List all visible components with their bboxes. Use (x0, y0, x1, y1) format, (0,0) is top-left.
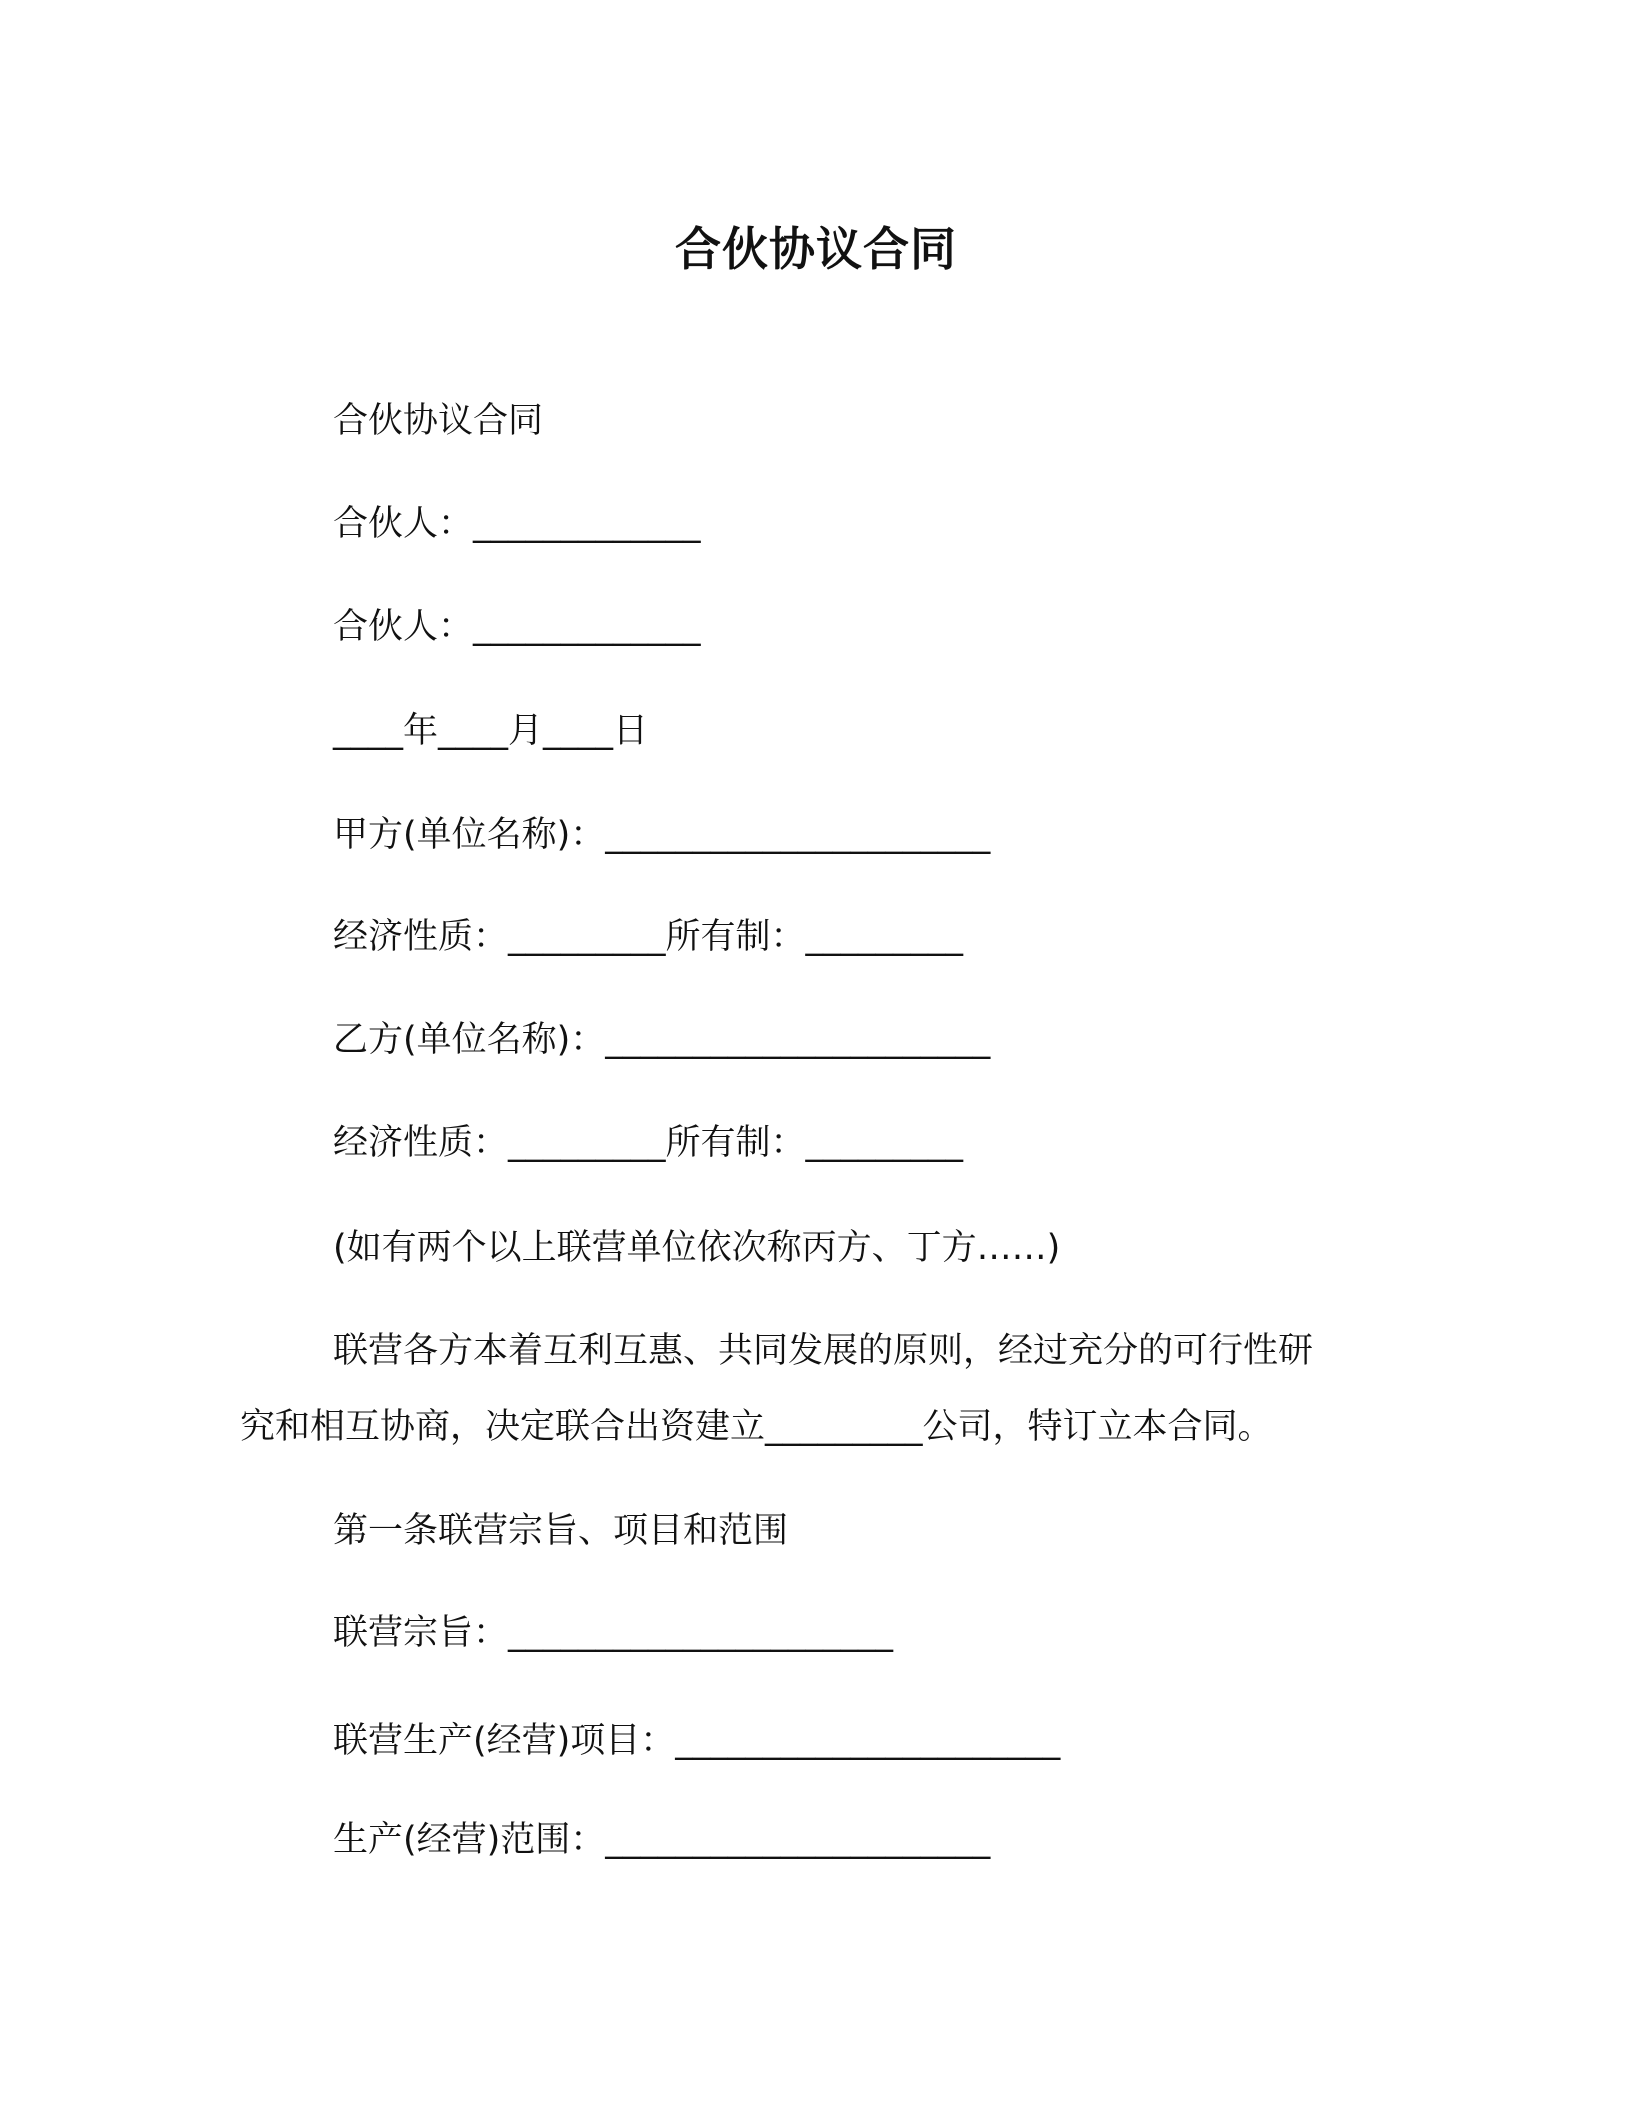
business-scope-line: 生产(经营)范围：______________________ (333, 1820, 991, 1860)
document-title: 合伙协议合同 (675, 222, 957, 276)
partner-1-line: 合伙人：_____________ (333, 504, 701, 544)
joint-venture-project-line: 联营生产(经营)项目：______________________ (333, 1721, 1061, 1761)
additional-parties-note: (如有两个以上联营单位依次称丙方、丁方……) (333, 1228, 1061, 1268)
party-a-nature-line: 经济性质：_________所有制：_________ (333, 917, 964, 957)
preamble-line-2: 究和相互协商，决定联合出资建立_________公司，特订立本合同。 (240, 1407, 1273, 1447)
article-1-heading: 第一条联营宗旨、项目和范围 (333, 1511, 789, 1551)
partner-2-line: 合伙人：_____________ (333, 607, 701, 647)
preamble-line-1: 联营各方本着互利互惠、共同发展的原则，经过充分的可行性研 (333, 1331, 1314, 1371)
joint-venture-purpose-line: 联营宗旨：______________________ (333, 1613, 894, 1653)
date-line: ____年____月____日 (333, 711, 649, 751)
party-a-name-line: 甲方(单位名称)：______________________ (333, 815, 991, 855)
party-b-nature-line: 经济性质：_________所有制：_________ (333, 1123, 964, 1163)
party-b-name-line: 乙方(单位名称)：______________________ (333, 1020, 991, 1060)
contract-name-line: 合伙协议合同 (333, 401, 544, 441)
